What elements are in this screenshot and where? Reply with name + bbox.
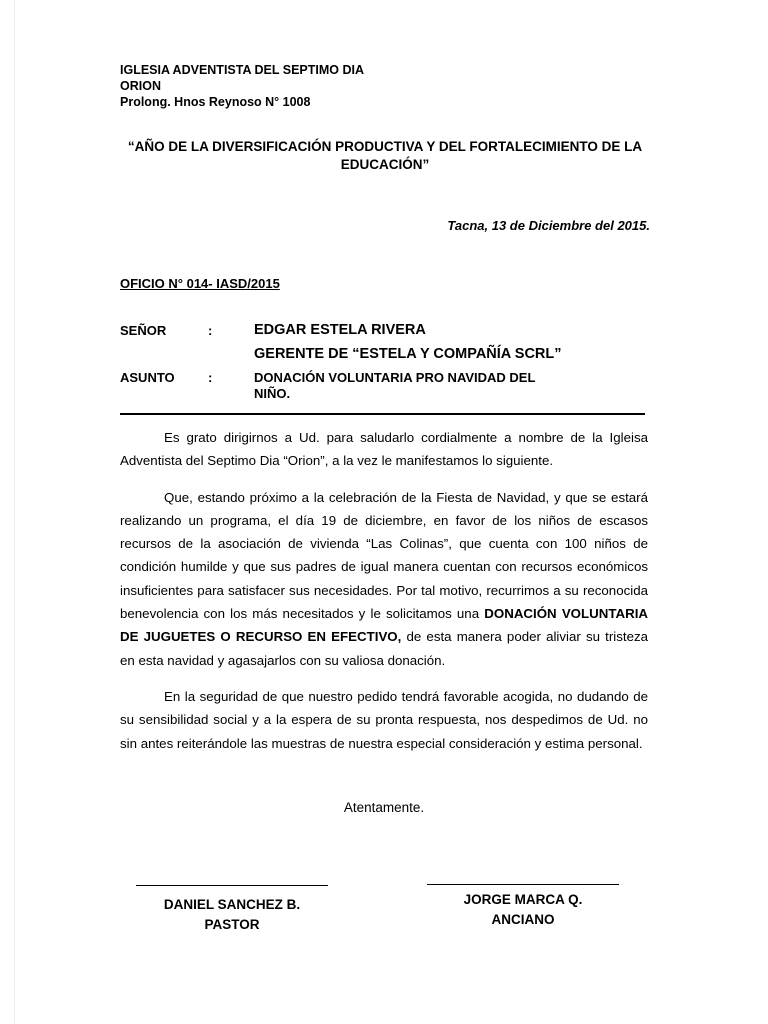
subject-line-2: NIÑO. xyxy=(254,386,291,401)
org-branch: ORION xyxy=(120,79,161,93)
signature-right-role: ANCIANO xyxy=(491,912,555,927)
oficio-number: OFICIO N° 014- IASD/2015 xyxy=(120,276,280,291)
signature-line-left xyxy=(136,885,328,886)
recipient-colon: : xyxy=(208,323,213,338)
recipient-name: EDGAR ESTELA RIVERA xyxy=(254,322,426,338)
recipient-label: SEÑOR xyxy=(120,323,167,338)
year-motto: “AÑO DE LA DIVERSIFICACIÓN PRODUCTIVA Y DEL FORTALECIMIENTO DE LA EDUCACIÓN” xyxy=(127,139,643,172)
paragraph-1: Es grato dirigirnos a Ud. para saludarlo cordialmente a nombre de la Igleisa Adventista del Septimo Dia “Orion”, a la vez le manifestamos lo siguiente. xyxy=(120,430,648,469)
signature-right xyxy=(427,884,619,930)
signature-right-name: JORGE MARCA Q. xyxy=(463,892,583,907)
paragraph-2-bold: DONACIÓN VOLUNTARIA DE JUGUETES O RECURSO EN EFECTIVO, xyxy=(120,606,648,645)
separator-rule xyxy=(120,413,645,415)
recipient-title: GERENTE DE “ESTELA Y COMPAÑÍA SCRL” xyxy=(254,346,562,362)
org-name: IGLESIA ADVENTISTA DEL SEPTIMO DIA xyxy=(120,63,365,77)
paragraph-2-start: Que, estando próximo a la celebración de la Fiesta de Navidad, y que se estará realizando un programa, el día 19 de diciembre, en favor de los niños de escasos recursos de la asociación de vivienda “Las Colinas”, que cuenta con 100 niños de condición humilde y que sus padres de igual manera cuentan con recursos económicos insuficientes para satisfacer sus necesidades. Por tal motivo, recurrimos a su reconocida benevolencia con los más necesitados y le solicitamos una xyxy=(120,489,648,622)
signature-line-right xyxy=(427,884,619,885)
body-text xyxy=(120,426,648,755)
closing: Atentamente. xyxy=(343,800,425,815)
paragraph-2-end: de esta manera poder aliviar su tristeza en esta navidad y agasajarlos con su valiosa donación. xyxy=(120,629,649,668)
org-address: Prolong. Hnos Reynoso N° 1008 xyxy=(120,95,311,109)
letterhead xyxy=(120,62,364,110)
subject-label: ASUNTO xyxy=(120,370,175,385)
letter-date: Tacna, 13 de Diciembre del 2015. xyxy=(447,218,650,233)
paragraph-3: En la seguridad de que nuestro pedido tendrá favorable acogida, no dudando de su sensibilidad social y a la espera de su pronta respuesta, nos despedimos de Ud. no sin antes reiterándole las muestras de nuestra especial consideración y estima personal. xyxy=(120,688,648,751)
subject-colon: : xyxy=(208,370,213,385)
signature-left xyxy=(136,885,328,935)
page-edge xyxy=(14,0,15,1024)
paragraph-2 xyxy=(120,486,648,672)
signature-left-role: PASTOR xyxy=(204,917,260,932)
signature-left-name: DANIEL SANCHEZ B. xyxy=(163,897,301,912)
subject-line-1: DONACIÓN VOLUNTARIA PRO NAVIDAD DEL xyxy=(254,370,536,385)
